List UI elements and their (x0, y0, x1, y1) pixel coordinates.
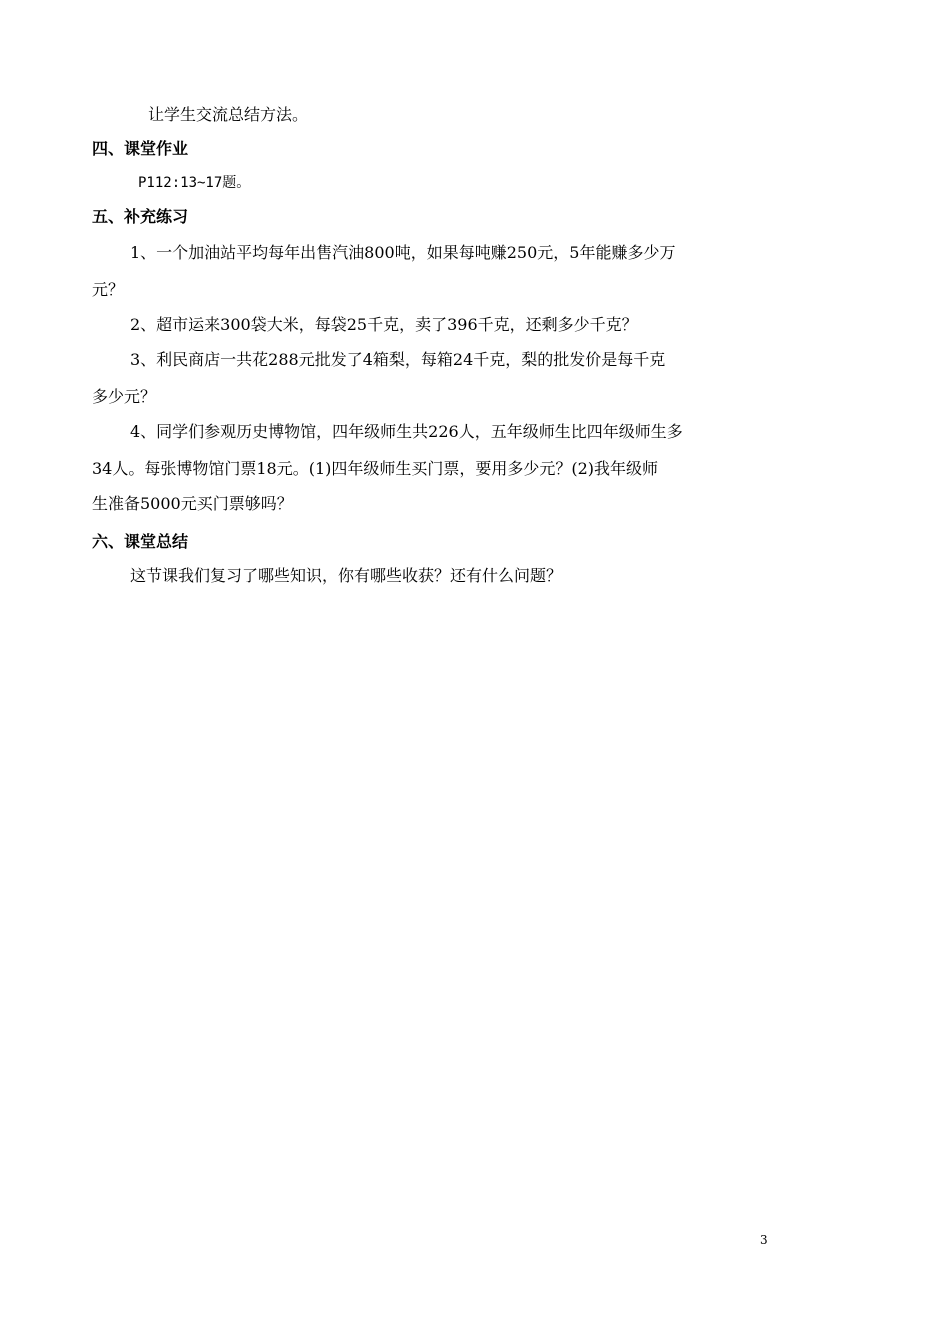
exercise-3-line-1: 3、利民商店一共花288元批发了4箱梨，每箱24千克，梨的批发价是每千克 (130, 350, 666, 369)
homework-line: P112:13~17题。 (138, 175, 251, 191)
page-number: 3 (760, 1233, 768, 1247)
exercise-1-line-1: 1、一个加油站平均每年出售汽油800吨，如果每吨赚250元，5年能赚多少万 (130, 243, 676, 262)
exercise-4-line-2: 34人。每张博物馆门票18元。(1)四年级师生买门票，要用多少元？(2)我年级师 (92, 459, 659, 478)
exercise-4-line-3: 生准备5000元买门票够吗？ (92, 494, 293, 513)
exercise-2-line: 2、超市运来300袋大米，每袋25千克，卖了396千克，还剩多少千克？ (130, 315, 638, 334)
lesson-summary-line: 这节课我们复习了哪些知识，你有哪些收获？还有什么问题？ (130, 566, 563, 585)
exercise-3-line-2: 多少元？ (92, 387, 157, 406)
section-6-heading: 六、课堂总结 (92, 532, 189, 551)
section-5-heading: 五、补充练习 (92, 207, 189, 226)
section-4-heading: 四、课堂作业 (92, 139, 189, 158)
exercise-4-line-1: 4、同学们参观历史博物馆，四年级师生共226人，五年级师生比四年级师生多 (130, 422, 683, 441)
exercise-1-line-2: 元？ (92, 280, 125, 299)
method-summary-line: 让学生交流总结方法。 (148, 105, 309, 124)
